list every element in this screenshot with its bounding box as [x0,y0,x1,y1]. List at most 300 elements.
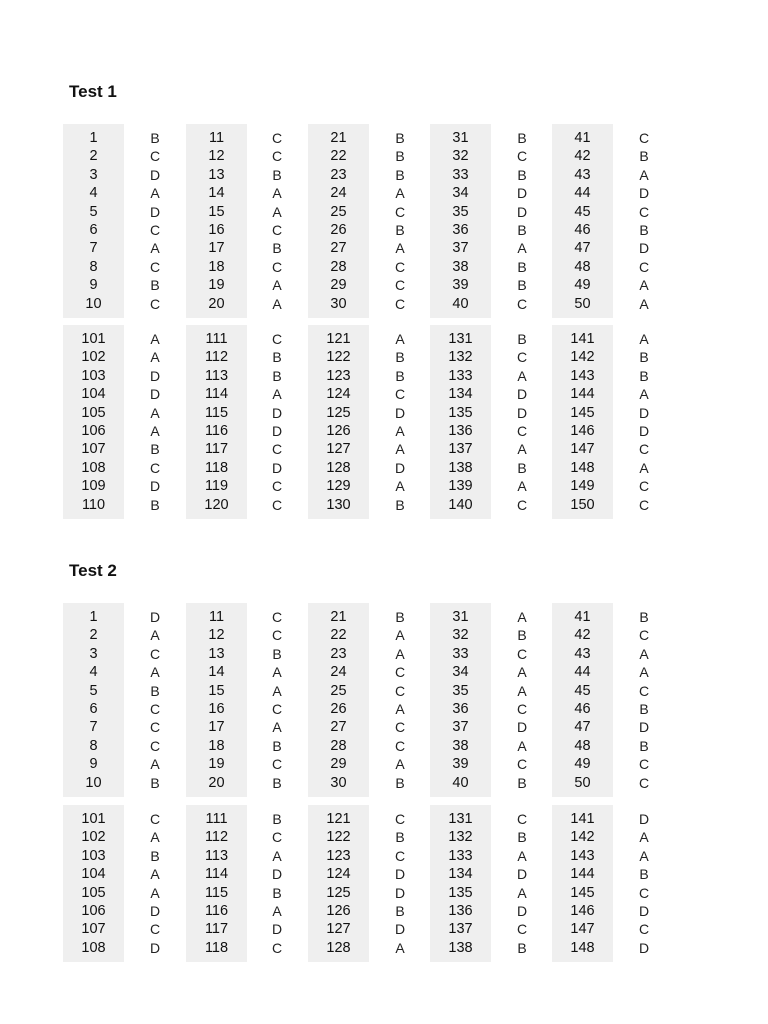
question-number: 101 [81,811,106,827]
question-number: 129 [326,478,351,495]
question-number: 114 [204,386,229,403]
question-number: 145 [570,404,595,421]
answer-letter: B [517,829,527,846]
question-number: 46 [574,221,591,238]
question-number: 112 [204,829,229,846]
question-number: 19 [208,756,225,773]
answer-letter: D [149,367,161,384]
answer-letter: D [271,921,283,938]
answer-letter: B [150,774,160,791]
answer-letter: A [395,756,405,773]
question-number: 45 [574,682,591,699]
question-number: 5 [89,682,98,699]
question-number-column [308,603,369,797]
question-number: 44 [574,664,591,681]
question-number: 6 [89,700,98,717]
question-number: 148 [570,459,595,476]
answer-letter: A [395,240,405,257]
answer-letter: A [517,609,527,625]
answer-letter: A [272,295,282,312]
answer-letter: B [517,258,527,275]
answer-letter: A [272,664,282,681]
question-number: 132 [448,349,473,366]
question-number: 9 [89,277,98,294]
answer-letter: A [639,295,649,312]
answer-letter: D [638,422,650,439]
answer-letter: C [516,295,528,312]
question-number: 36 [452,700,469,717]
answer-letter: A [272,902,282,919]
answer-letter: B [395,496,405,513]
answer-letter: C [516,349,528,366]
answer-letter: A [150,404,160,421]
answer-letter: B [639,737,649,754]
question-number: 105 [81,884,106,901]
answer-letter: C [638,130,650,146]
question-number: 142 [570,829,595,846]
answer-letter: C [394,682,406,699]
answer-letter: D [149,203,161,220]
question-number: 119 [204,478,229,495]
answer-letter: A [272,386,282,403]
answer-column [140,603,170,792]
question-number: 24 [330,664,347,681]
answer-letter: D [638,404,650,421]
answer-letter: A [639,331,649,347]
question-number: 150 [570,496,595,513]
answer-letter: C [394,664,406,681]
question-number: 31 [452,609,469,625]
question-number: 23 [330,645,347,662]
answer-letter: A [517,664,527,681]
question-number: 36 [452,221,469,238]
answer-letter: D [271,866,283,883]
answer-letter: C [149,645,161,662]
question-number: 111 [205,811,228,827]
question-number: 113 [204,847,229,864]
answer-letter: B [517,939,527,956]
question-number: 147 [570,921,595,938]
question-number: 33 [452,645,469,662]
question-number: 125 [326,404,351,421]
answer-column [629,805,659,957]
question-number-column [430,124,491,318]
question-number: 126 [326,902,351,919]
answer-letter: C [638,682,650,699]
answer-letter: D [516,902,528,919]
answer-letter: C [394,847,406,864]
question-number: 147 [570,441,595,458]
question-number: 39 [452,277,469,294]
answer-letter: B [150,441,160,458]
question-number: 16 [208,221,225,238]
answer-column [385,325,415,514]
question-number: 40 [452,295,469,312]
question-number: 3 [89,166,98,183]
question-number: 102 [81,829,106,846]
answer-letter: C [638,774,650,791]
question-number: 146 [570,422,595,439]
question-number: 46 [574,700,591,717]
question-number: 6 [89,221,98,238]
answer-letter: B [395,221,405,238]
answer-letter: C [638,921,650,938]
question-number: 19 [208,277,225,294]
question-number-column [63,124,124,318]
question-number: 41 [574,130,591,146]
question-number: 123 [326,367,351,384]
answer-letter: D [394,921,406,938]
answer-letter: B [639,148,649,165]
question-number: 130 [326,496,351,513]
answer-letter: A [272,185,282,202]
answer-column [385,805,415,957]
question-number: 125 [326,884,351,901]
answer-letter: A [395,331,405,347]
answer-letter: B [150,847,160,864]
answer-letter: A [150,756,160,773]
question-number: 114 [204,866,229,883]
answer-letter: A [272,719,282,736]
answer-letter: B [272,367,282,384]
question-number: 49 [574,277,591,294]
answer-letter: D [516,203,528,220]
question-number: 33 [452,166,469,183]
question-number: 10 [85,295,102,312]
answer-letter: C [394,386,406,403]
answer-letter: A [150,866,160,883]
question-number-column [63,603,124,797]
question-number: 14 [208,664,225,681]
question-number: 29 [330,756,347,773]
question-number: 26 [330,221,347,238]
question-number: 35 [452,203,469,220]
question-number: 149 [570,478,595,495]
answer-letter: B [517,221,527,238]
question-number: 9 [89,756,98,773]
question-number-column [430,603,491,797]
question-number: 49 [574,756,591,773]
answer-letter: D [638,719,650,736]
answer-letter: C [271,829,283,846]
question-number: 24 [330,185,347,202]
question-number-column [186,325,247,519]
answer-letter: C [271,756,283,773]
test-title: Test 1 [69,82,117,101]
question-number: 135 [448,884,473,901]
question-number: 42 [574,148,591,165]
answer-letter: C [516,496,528,513]
question-number: 106 [81,422,106,439]
question-number: 41 [574,609,591,625]
answer-letter: C [149,921,161,938]
question-number: 120 [204,496,229,513]
answer-letter: D [394,459,406,476]
answer-letter: B [395,130,405,146]
question-number: 107 [81,921,106,938]
question-number: 48 [574,737,591,754]
question-number: 103 [81,847,106,864]
question-number: 23 [330,166,347,183]
question-number: 35 [452,682,469,699]
answer-letter: B [639,700,649,717]
answer-letter: D [638,902,650,919]
question-number: 137 [448,921,473,938]
question-number: 143 [570,847,595,864]
question-number: 128 [326,939,351,956]
answer-letter: B [272,811,282,827]
question-number: 30 [330,774,347,791]
question-number: 20 [208,295,225,312]
question-number: 28 [330,737,347,754]
answer-letter: A [517,367,527,384]
question-number: 133 [448,367,473,384]
question-number: 8 [89,258,98,275]
answer-letter: A [517,478,527,495]
answer-letter: A [150,185,160,202]
question-number: 135 [448,404,473,421]
answer-letter: D [638,185,650,202]
question-number-column [308,325,369,519]
answer-letter: B [150,496,160,513]
answer-letter: A [517,847,527,864]
question-number: 27 [330,240,347,257]
answer-letter: B [395,148,405,165]
answer-letter: C [638,627,650,644]
answer-letter: C [149,811,161,827]
question-number: 131 [448,331,473,347]
question-number: 37 [452,240,469,257]
question-number: 28 [330,258,347,275]
answer-letter: B [517,130,527,146]
answer-letter: B [150,682,160,699]
answer-letter: C [516,700,528,717]
question-number: 127 [326,921,351,938]
test-title: Test 2 [69,561,117,580]
answer-column [507,325,537,514]
question-number: 111 [205,331,228,347]
question-number: 131 [448,811,473,827]
question-number: 117 [204,441,229,458]
question-number-column [430,805,491,962]
answer-letter: D [516,719,528,736]
answer-letter: B [395,902,405,919]
question-number-column [552,325,613,519]
question-number-column [430,325,491,519]
answer-letter: D [149,902,161,919]
answer-letter: A [517,682,527,699]
question-number: 31 [452,130,469,146]
question-number: 12 [208,148,225,165]
answer-letter: A [395,939,405,956]
question-number: 124 [326,866,351,883]
question-number: 1 [89,609,98,625]
question-number: 4 [89,185,98,202]
answer-letter: D [516,386,528,403]
answer-letter: C [271,496,283,513]
question-number: 138 [448,939,473,956]
question-number-column [552,805,613,962]
answer-letter: B [395,166,405,183]
question-number: 12 [208,627,225,644]
answer-letter: C [394,719,406,736]
question-number: 37 [452,719,469,736]
question-number: 47 [574,719,591,736]
answer-letter: C [271,627,283,644]
answer-letter: C [271,939,283,956]
question-number: 13 [208,166,225,183]
question-number: 1 [89,130,98,146]
question-number: 117 [204,921,229,938]
answer-letter: C [271,221,283,238]
answer-letter: B [517,774,527,791]
question-number: 112 [204,349,229,366]
question-number-column [63,805,124,962]
answer-letter: C [638,496,650,513]
answer-letter: C [638,884,650,901]
question-number: 10 [85,774,102,791]
answer-letter: B [272,349,282,366]
answer-letter: A [272,203,282,220]
question-number: 18 [208,737,225,754]
question-number: 25 [330,203,347,220]
question-number: 141 [570,331,595,347]
answer-letter: C [149,700,161,717]
question-number: 15 [208,682,225,699]
question-number: 3 [89,645,98,662]
answer-letter: C [638,258,650,275]
answer-letter: B [272,645,282,662]
question-number: 2 [89,148,98,165]
question-number: 27 [330,719,347,736]
answer-letter: C [271,148,283,165]
question-number: 134 [448,386,473,403]
question-number: 141 [570,811,595,827]
question-number: 108 [81,939,106,956]
answer-letter: C [516,921,528,938]
answer-letter: A [395,478,405,495]
answer-letter: B [395,367,405,384]
question-number: 128 [326,459,351,476]
answer-letter: A [517,884,527,901]
question-number-column [552,603,613,797]
question-number: 21 [330,609,347,625]
answer-letter: A [395,700,405,717]
question-number: 21 [330,130,347,146]
question-number: 39 [452,756,469,773]
question-number: 126 [326,422,351,439]
answer-letter: B [272,240,282,257]
answer-letter: A [150,349,160,366]
question-number: 26 [330,700,347,717]
answer-letter: D [149,166,161,183]
question-number: 50 [574,295,591,312]
answer-letter: B [639,349,649,366]
question-number: 104 [81,866,106,883]
answer-letter: C [271,258,283,275]
answer-letter: C [516,756,528,773]
answer-letter: B [639,866,649,883]
question-number: 104 [81,386,106,403]
answer-letter: A [639,829,649,846]
question-number: 136 [448,422,473,439]
question-number: 121 [326,331,351,347]
question-number: 8 [89,737,98,754]
answer-letter: D [394,404,406,421]
question-number: 101 [81,331,106,347]
answer-column [262,603,292,792]
question-number: 5 [89,203,98,220]
question-number: 118 [204,459,229,476]
answer-letter: A [639,847,649,864]
answer-letter: C [394,811,406,827]
question-number: 32 [452,148,469,165]
answer-letter: D [149,478,161,495]
answer-letter: B [517,277,527,294]
answer-letter: A [395,422,405,439]
question-number: 20 [208,774,225,791]
answer-letter: D [638,939,650,956]
answer-letter: C [516,148,528,165]
question-number: 22 [330,627,347,644]
question-number: 34 [452,185,469,202]
question-number: 22 [330,148,347,165]
question-number: 42 [574,627,591,644]
answer-letter: B [272,166,282,183]
question-number: 17 [208,240,225,257]
question-number: 4 [89,664,98,681]
answer-letter: A [639,277,649,294]
answer-letter: C [516,811,528,827]
answer-letter: A [272,847,282,864]
question-number: 108 [81,459,106,476]
answer-letter: D [149,386,161,403]
answer-letter: C [271,331,283,347]
answer-letter: C [271,700,283,717]
question-number: 144 [570,386,595,403]
answer-letter: B [272,774,282,791]
question-number: 13 [208,645,225,662]
question-number: 2 [89,627,98,644]
question-number: 116 [204,902,229,919]
answer-letter: B [395,829,405,846]
answer-letter: D [271,422,283,439]
answer-letter: A [150,829,160,846]
question-number: 11 [208,130,225,146]
answer-letter: D [149,609,161,625]
answer-letter: A [639,459,649,476]
question-number: 25 [330,682,347,699]
question-number: 133 [448,847,473,864]
question-number: 116 [204,422,229,439]
answer-column [385,603,415,792]
answer-letter: D [638,811,650,827]
question-number: 103 [81,367,106,384]
question-number: 105 [81,404,106,421]
question-number: 142 [570,349,595,366]
question-number-column [552,124,613,318]
answer-letter: B [517,331,527,347]
answer-column [262,805,292,957]
answer-letter: C [149,148,161,165]
question-number: 146 [570,902,595,919]
question-number: 38 [452,258,469,275]
question-number-column [63,325,124,519]
question-number-column [186,603,247,797]
answer-letter: A [150,422,160,439]
answer-letter: C [271,478,283,495]
question-number-column [308,805,369,962]
